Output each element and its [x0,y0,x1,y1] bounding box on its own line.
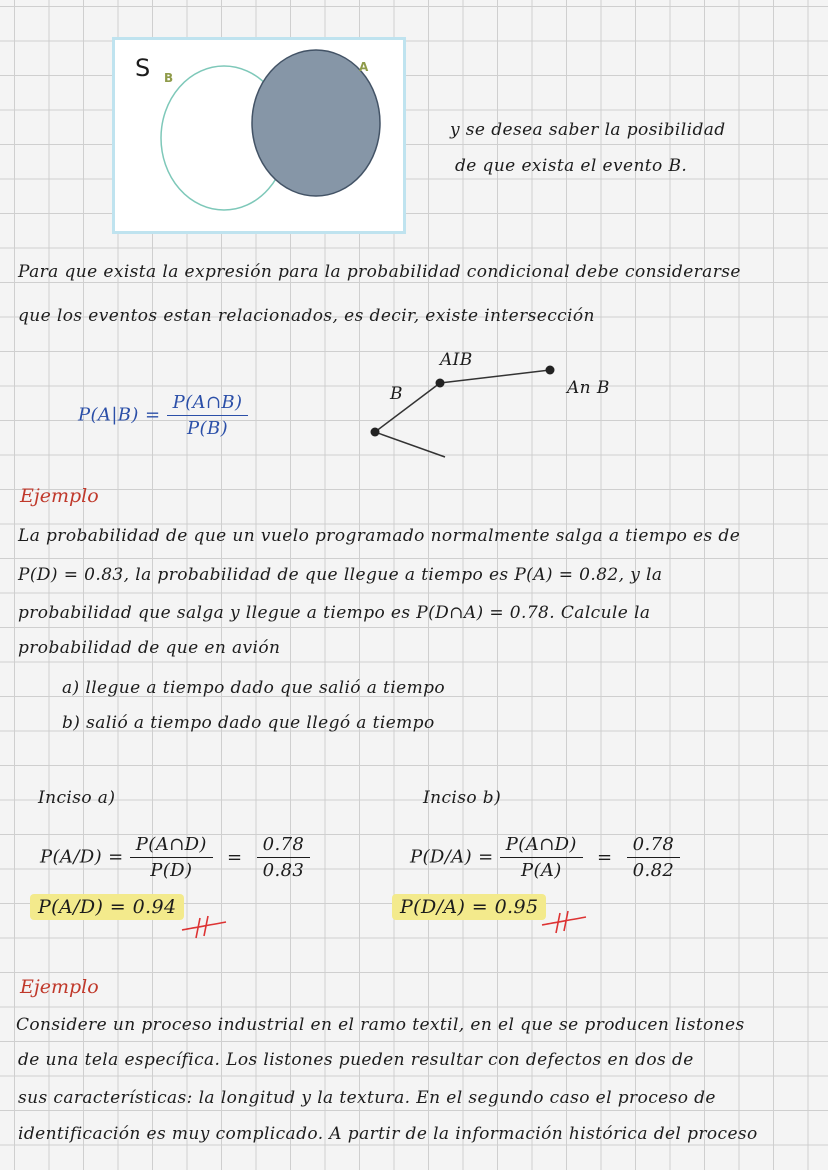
intro-line-1: Para que exista la expresión para la probabilidad condicional debe considerarse [18,262,741,282]
inciso-a-eq: = [226,846,243,868]
tree-label-aib: AIB [440,350,473,370]
inciso-b-check-icon [540,905,590,935]
formula-num: P(A∩B) [167,392,249,416]
tree-node-root [371,428,380,437]
inciso-b-eq: = [596,846,613,868]
inciso-a-den: P(D) [150,860,193,881]
example-1-item-a: a) llegue a tiempo dado que salió a tiempo [62,678,446,698]
tree-node-b [436,379,445,388]
venn-caption-2: de que exista el evento B. [455,156,688,176]
conditional-formula [78,392,248,439]
example-1-line-2: P(D) = 0.83, la probabilidad de que llegue a tiempo es P(A) = 0.82, y la [18,565,663,585]
formula-den: P(B) [187,418,228,439]
tree-label-anb: An B [567,378,610,398]
intro-line-2: que los eventos estan relacionados, es decir, existe intersección [18,306,595,326]
inciso-a-equation [40,834,310,881]
tree-branch-lower [375,432,445,457]
inciso-b-fraction [500,834,583,881]
example-2-heading: Ejemplo [20,976,99,998]
tree-node-aib [546,366,555,375]
example-1-item-b: b) salió a tiempo dado que llegó a tiempo [62,713,435,733]
inciso-b-den: P(A) [520,860,562,881]
venn-s-label: S [135,54,151,82]
example-2-line-4: identificación es muy complicado. A partir de la información histórica del proceso [18,1124,758,1144]
inciso-b-den-2: 0.82 [632,860,675,881]
venn-b-label: B [164,71,174,85]
example-1-line-4: probabilidad de que en avión [18,638,281,658]
inciso-b-title: Inciso b) [423,788,502,808]
inciso-b-fraction-2 [627,834,681,881]
venn-caption-1: y se desea saber la posibilidad [450,120,726,140]
inciso-a-result: P(A/D) = 0.94 [30,894,184,920]
example-2-line-2: de una tela específica. Los listones pueden resultar con defectos en dos de [18,1050,694,1070]
venn-a-label: A [359,60,369,74]
inciso-b-lhs: P(D/A) = [410,846,494,868]
inciso-b-equation [410,834,680,881]
inciso-a-fraction-2 [257,834,311,881]
example-1-heading: Ejemplo [20,485,99,507]
tree-label-b: B [390,384,403,404]
inciso-b-num: P(A∩D) [500,834,583,858]
inciso-a-lhs: P(A/D) = [40,846,124,868]
formula-fraction [167,392,249,439]
inciso-b-num-2: 0.78 [627,834,681,858]
tree-branch-aib [440,370,550,383]
inciso-a-num: P(A∩D) [130,834,213,858]
venn-diagram [112,37,406,234]
inciso-a-title: Inciso a) [38,788,116,808]
inciso-b-result: P(D/A) = 0.95 [392,894,546,920]
inciso-a-fraction [130,834,213,881]
tree-branch-b [375,383,440,432]
tree-diagram [360,345,620,465]
inciso-a-num-2: 0.78 [257,834,311,858]
example-2-line-3: sus características: la longitud y la textura. En el segundo caso el proceso de [18,1088,716,1108]
inciso-a-den-2: 0.83 [262,860,305,881]
formula-lhs: P(A|B) = [78,404,161,426]
inciso-a-check-icon [180,910,230,940]
example-1-line-1: La probabilidad de que un vuelo programado normalmente salga a tiempo es de [18,526,741,546]
example-2-line-1: Considere un proceso industrial en el ramo textil, en el que se producen listones [16,1015,745,1035]
example-1-line-3: probabilidad que salga y llegue a tiempo es P(D∩A) = 0.78. Calcule la [18,603,651,623]
